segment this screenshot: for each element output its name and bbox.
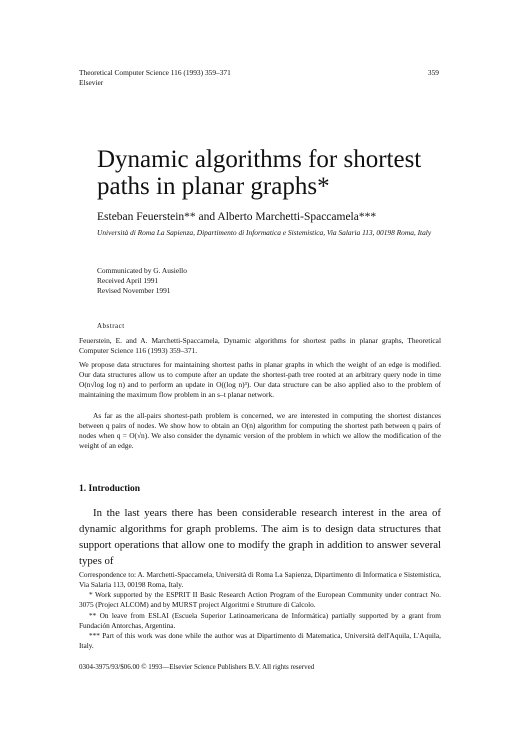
revised-date: Revised November 1991 [97, 286, 171, 295]
dates-block [97, 266, 187, 296]
received-date: Received April 1991 [97, 276, 159, 285]
journal-header [79, 68, 231, 88]
publisher: Elsevier [79, 78, 104, 87]
section-heading: 1. Introduction [79, 484, 141, 494]
page-number: 359 [427, 68, 439, 77]
abstract-paragraph-2: As far as the all-pairs shortest-path problem is concerned, we are interested in computing the shortest distances between q pairs of nodes. We show how to obtain an O(n) algorithm for computing the shortest path between q pairs of nodes when q = O(√n). We also consider the dynamic version of the problem in which we allow the modification of the weight of an edge. [79, 411, 441, 450]
footnote-1: * Work supported by the ESPRIT II Basic Research Action Program of the European Community under contract No. 3075 (Project ALCOM) and by MURST project Algoritmi e Strutture di Calcolo. [79, 590, 441, 609]
footnote-3: *** Part of this work was done while the author was at Dipartimento di Matematica, Università dell'Aquila, L'Aquila, Italy. [79, 631, 441, 650]
abstract-citation: Feuerstein, E. and A. Marchetti-Spaccamela, Dynamic algorithms for shortest paths in planar graphs, Theoretical Computer Science 116 (1993) 359–371. [79, 336, 441, 355]
footnote-correspondence: Correspondence to: A. Marchetti-Spaccamela, Università di Roma La Sapienza, Dipartimento di Informatica e Sistemistica, Via Salaria 113, 00198 Roma, Italy. [79, 570, 441, 589]
section-body-text: In the last years there has been considerable research interest in the area of dynamic algorithms for graph problems. The aim is to design data structures that support operations that allow one to modify the graph in addition to answer several types of [79, 507, 441, 567]
copyright-footer: 0304-3975/93/$06.00 © 1993—Elsevier Science Publishers B.V. All rights reserved [79, 663, 315, 671]
communicated-by: Communicated by G. Ausiello [97, 266, 187, 275]
affiliation: Università di Roma La Sapienza, Dipartimento di Informatica e Sistemistica, Via Salaria 113, 00198 Roma, Italy [97, 228, 432, 237]
abstract-paragraph-1: We propose data structures for maintaining shortest paths in planar graphs in which the weight of an edge is modified. Our data structures allow us to compute after an update the shortest-path tree rooted at an arbitrary query node in time O(n√log log n) and to perform an update in O((log n)³). Our data structure can be also applied also to the problem of maintaining the maximum flow problem in an s–t planar network. [79, 360, 441, 399]
footnote-2: ** On leave from ESLAI (Escuela Superior Latinoamericana de Informática) partially supported by a grant from Fundación Antorchas, Argentina. [79, 611, 441, 630]
journal-line: Theoretical Computer Science 116 (1993) 359–371 [79, 68, 231, 77]
paper-title: Dynamic algorithms for shortest paths in planar graphs* [97, 146, 422, 200]
abstract-label: Abstract [97, 322, 125, 330]
authors: Esteban Feuerstein** and Alberto Marchetti-Spaccamela*** [97, 211, 377, 223]
